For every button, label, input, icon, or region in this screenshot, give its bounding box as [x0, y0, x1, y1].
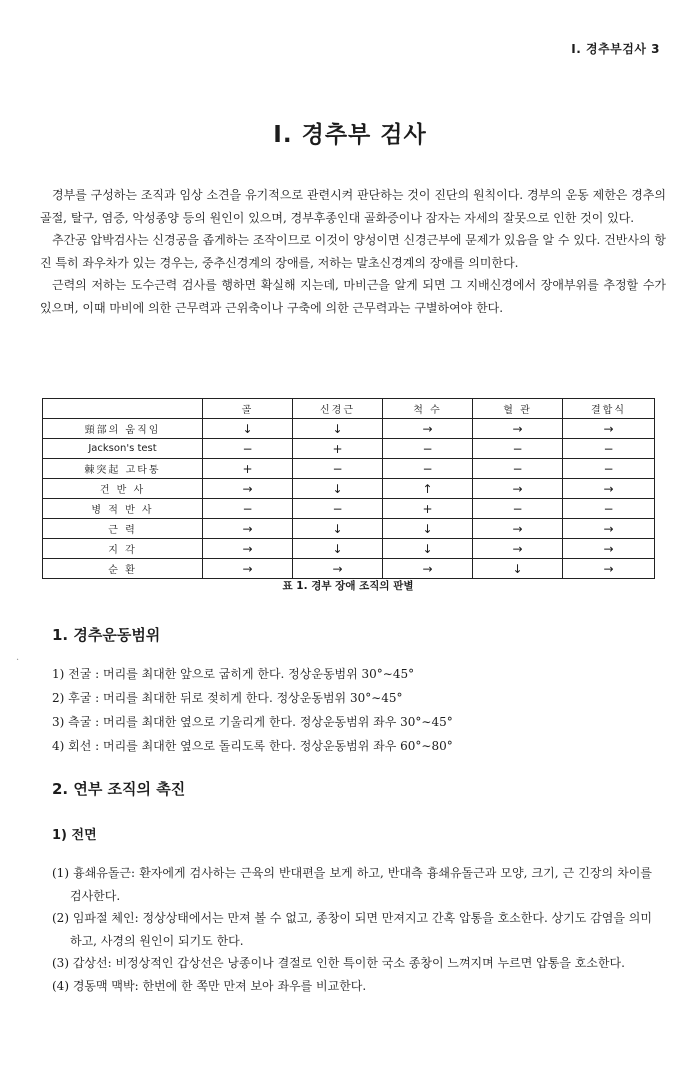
table-cell: −	[293, 499, 383, 519]
table-cell: −	[473, 499, 563, 519]
list-item: 2) 후굴 : 머리를 최대한 뒤로 젖히게 한다. 정상운동범위 30°∼45°	[52, 691, 403, 705]
table-cell: →	[473, 419, 563, 439]
list-item: 1) 전굴 : 머리를 최대한 앞으로 굽히게 한다. 정상운동범위 30°∼45°	[52, 667, 415, 681]
table-cell: −	[473, 439, 563, 459]
table-cell: −	[473, 459, 563, 479]
table-row	[43, 519, 655, 539]
subsection-heading: 1) 전면	[52, 828, 97, 843]
table-cell: →	[203, 479, 293, 499]
page-title: I. 경추부 검사	[273, 122, 427, 148]
row-label: Jackson's test	[43, 439, 203, 459]
list-item: (1) 흉쇄유돌근: 환자에게 검사하는 근육의 반대편을 보게 하고, 반대측 흉쇄유돌근과 모양, 크기, 근 긴장의 차이를 검사한다.	[52, 866, 652, 903]
row-label: 지 각	[43, 539, 203, 559]
intro-text	[40, 184, 666, 319]
column-header: 결합식	[563, 399, 655, 419]
column-header: 골	[203, 399, 293, 419]
list-item: (4) 경동맥 맥박: 한번에 한 쪽만 만져 보아 좌우를 비교한다.	[52, 978, 367, 993]
motion-range-list	[52, 662, 652, 758]
table-cell: ↓	[383, 539, 473, 559]
table-row	[43, 459, 655, 479]
differential-table	[42, 398, 655, 579]
table-cell: −	[563, 499, 655, 519]
column-header: 혈 관	[473, 399, 563, 419]
table-cell: ↓	[293, 479, 383, 499]
intro-paragraph: 경부를 구성하는 조직과 임상 소견을 유기적으로 관련시켜 판단하는 것이 진단의 원칙이다. 경부의 운동 제한은 경추의 골절, 탈구, 염증, 악성종양 등의 원인이 있으며, 경부후종인대 골화증이나 잠자는 자세의 잘못으로 인한 것이 있다.	[40, 188, 666, 225]
table-cell: −	[563, 459, 655, 479]
table-row	[43, 499, 655, 519]
table-row	[43, 419, 655, 439]
row-label: 근 력	[43, 519, 203, 539]
row-label: 순 환	[43, 559, 203, 579]
table-cell: →	[293, 559, 383, 579]
table-cell: ↓	[473, 559, 563, 579]
table-cell: →	[473, 519, 563, 539]
table-row	[43, 539, 655, 559]
table-header-row	[43, 399, 655, 419]
table-cell: +	[383, 499, 473, 519]
table-cell: →	[563, 519, 655, 539]
column-header: 척 수	[383, 399, 473, 419]
section-heading: 2. 연부 조직의 촉진	[52, 780, 186, 798]
table-cell: →	[473, 479, 563, 499]
table-row	[43, 479, 655, 499]
table-cell: →	[383, 559, 473, 579]
table-row	[43, 439, 655, 459]
table-cell: ↓	[293, 419, 383, 439]
intro-paragraph: 추간공 압박검사는 신경공을 좁게하는 조작이므로 이것이 양성이면 신경근부에 문제가 있음을 알 수 있다. 건반사의 항진 특히 좌우차가 있는 경우는, 중추신경계의 장애를, 저하는 말초신경계의 장애를 의미한다.	[40, 233, 666, 270]
table-cell: ↓	[383, 519, 473, 539]
section-heading: 1. 경추운동범위	[52, 626, 161, 644]
table-cell: −	[563, 439, 655, 459]
column-header	[43, 399, 203, 419]
table-cell: ↑	[383, 479, 473, 499]
running-header: I. 경추부검사 3	[571, 42, 660, 56]
intro-paragraph: 근력의 저하는 도수근력 검사를 행하면 확실해 지는데, 마비근을 알게 되면 그 지배신경에서 장애부위를 추정할 수가 있으며, 이때 마비에 의한 근무력과 근위축이나 구축에 의한 근무력과는 구별하여야 한다.	[40, 278, 666, 315]
row-label: 병 적 반 사	[43, 499, 203, 519]
table-cell: ↓	[203, 419, 293, 439]
table-cell: −	[203, 439, 293, 459]
table-cell: →	[203, 519, 293, 539]
list-item: 3) 측굴 : 머리를 최대한 옆으로 기울리게 한다. 정상운동범위 좌우 30°∼45°	[52, 715, 453, 729]
table-cell: ↓	[293, 519, 383, 539]
table-cell: −	[383, 459, 473, 479]
table-cell: →	[563, 559, 655, 579]
table-row	[43, 559, 655, 579]
table-caption: 표 1. 경부 장애 조직의 판별	[282, 580, 414, 592]
table-cell: −	[293, 459, 383, 479]
table-cell: →	[473, 539, 563, 559]
row-label: 건 반 사	[43, 479, 203, 499]
list-item: (2) 임파절 체인: 정상상태에서는 만져 볼 수 없고, 종창이 되면 만져지고 간혹 압통을 호소한다. 상기도 감염을 의미하고, 사경의 원인이 되기도 한다.	[52, 911, 652, 948]
table-cell: −	[203, 499, 293, 519]
list-item: 4) 회선 : 머리를 최대한 옆으로 돌리도록 한다. 정상운동범위 좌우 60°∼80°	[52, 739, 453, 753]
table-cell: →	[203, 559, 293, 579]
table-cell: →	[563, 539, 655, 559]
table-cell: →	[563, 479, 655, 499]
palpation-list	[52, 862, 652, 997]
row-label: 頸部의 움직임	[43, 419, 203, 439]
column-header: 신경근	[293, 399, 383, 419]
table-cell: +	[203, 459, 293, 479]
table-cell: −	[383, 439, 473, 459]
table-cell: +	[293, 439, 383, 459]
table-cell: ↓	[293, 539, 383, 559]
margin-dot: ·	[16, 655, 20, 666]
row-label: 棘突起 고타통	[43, 459, 203, 479]
table-cell: →	[563, 419, 655, 439]
list-item: (3) 갑상선: 비정상적인 갑상선은 낭종이나 결절로 인한 특이한 국소 종창이 느껴지며 누르면 압통을 호소한다.	[52, 956, 625, 970]
table-cell: →	[203, 539, 293, 559]
table-cell: →	[383, 419, 473, 439]
differential-table-wrap	[42, 398, 654, 579]
